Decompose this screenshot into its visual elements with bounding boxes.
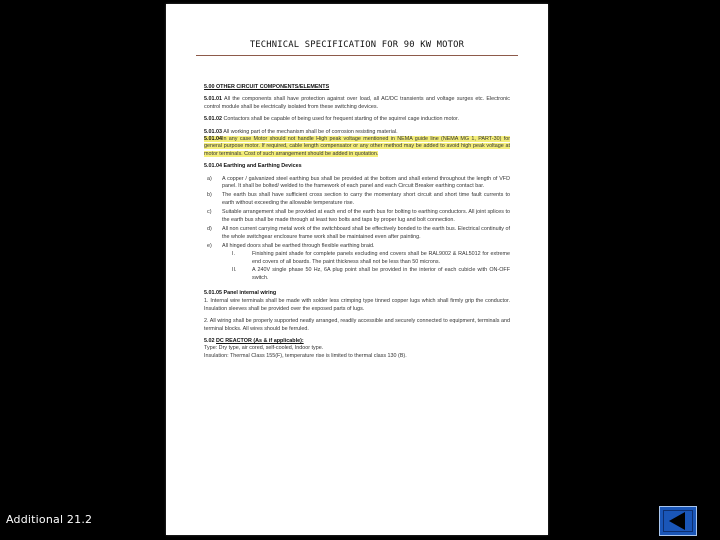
list-marker: b) (207, 192, 212, 199)
document-title: TECHNICAL SPECIFICATION FOR 90 KW MOTOR (249, 40, 465, 50)
sub-list-item (222, 251, 510, 266)
highlighted-clause-text: In any case Motor should not handle High peak voltage mentioned in NEMA guide line (NEMA MG 1, PART-30) for general purpose motor. If required, cable length compensator or any other method may be added to avoid high peak voltage at motor terminals. Cost of such arrangement should be added in quotation. (204, 136, 510, 157)
list-item-text: Finishing paint shade for complete panels excluding end covers shall be RAL9002 & RAL5012 for extreme end covers of all boards. The paint thickness shall not be less than 50 microns. (252, 251, 510, 265)
reactor-heading (204, 338, 510, 345)
clause-number: 5.01.02 (204, 116, 222, 123)
list-item (204, 243, 510, 282)
list-item-text: A 240V single phase 50 Hz, 6A plug point shall be provided in the interior of each cubicle with ON-OFF switch. (252, 267, 510, 281)
list-item (204, 226, 510, 241)
clause-number: 5.01.03 (204, 128, 222, 135)
back-button[interactable] (659, 506, 697, 536)
clause-text: All the components shall have protection against over load, all AC/DC transients and voltage surges etc. Electronic control module shall be electrically isolated from these switching devices. (204, 96, 510, 110)
list-marker: II. (232, 267, 237, 274)
clause-text: All working part of the mechanism shall be of corrosion resisting material. (222, 128, 398, 135)
document-page (166, 4, 548, 535)
list-item (204, 209, 510, 224)
clause-5-01-03 (204, 129, 510, 136)
sub-list (222, 251, 510, 282)
list-item-text: All non current carrying metal work of the switchboard shall be effectively bonded to the earth bus. Electrical continuity of the whole switchgear enclosure frame work shall be maintained even after painting. (222, 226, 510, 240)
list-item (204, 192, 510, 207)
title-divider (196, 55, 518, 56)
list-marker: c) (207, 209, 212, 216)
document-body (204, 84, 510, 360)
sub-list-item (222, 267, 510, 282)
section-heading: 5.00 OTHER CIRCUIT COMPONENTS/ELEMENTS (204, 84, 330, 90)
reactor-heading-title: DC REACTOR (As & if applicable): (216, 337, 304, 344)
list-item-text: The earth bus shall have sufficient cross section to carry the momentary short circuit and short time fault currents to earth without exceeding the allowable temperature rise. (222, 192, 510, 206)
clause-5-01-01 (204, 96, 510, 111)
list-item (204, 176, 510, 191)
wiring-paragraph-1: 1. Internal wire terminals shall be made with solder less crimping type tinned copper lugs which shall firmly grip the conductor. Insulation sleeves shall be provided over the exposed parts of lugs. (204, 298, 510, 312)
reactor-type: Type: Dry type, air cored, self-cooled, Indoor type. (204, 345, 324, 352)
slide-label: Additional 21.2 (6, 513, 93, 526)
list-item-text: A copper / galvanized steel earthing bus shall be provided at the bottom and shall extend throughout the length of VFD panel. It shall be bolted/ welded to the framework of each panel and each Circuit Breaker earthing contact bar. (222, 175, 510, 190)
clause-number: 5.01.01 (204, 96, 222, 103)
wiring-heading: 5.01.05 Panel internal wiring (204, 289, 277, 296)
reactor-insulation: Insulation: Thermal Class 155(F), temperature rise is limited to thermal class 130 (B). (204, 352, 407, 359)
clause-5-01-02 (204, 116, 510, 123)
list-marker: a) (207, 175, 212, 182)
wiring-paragraph-2: 2. All wiring shall be properly supported neatly arranged, readily accessible and securely connected to equipment, terminals and terminal blocks. All wires should be ferruled. (204, 318, 510, 332)
list-item-text: All hinged doors shall be earthed through flexible earthing braid. (222, 242, 375, 249)
earthing-heading: 5.01.04 Earthing and Earthing Devices (204, 163, 302, 170)
back-triangle-icon (669, 512, 685, 530)
earthing-list (204, 176, 510, 282)
clause-text: Contactors shall be capable of being used for frequent starting of the squirrel cage induction motor. (222, 116, 460, 123)
list-marker: e) (207, 242, 212, 249)
list-marker: I. (232, 251, 235, 258)
clause-number: 5.01.04 (204, 136, 222, 143)
list-item-text: Suitable arrangement shall be provided at each end of the earth bus for bolting to earthing conductors. All joint splices to the earth bus shall be made through at least two bolts and taps by proper lug and bolt connection. (222, 209, 510, 223)
reactor-heading-number: 5.02 (204, 337, 216, 344)
list-marker: d) (207, 226, 212, 233)
clause-5-01-04-highlighted (204, 136, 510, 158)
